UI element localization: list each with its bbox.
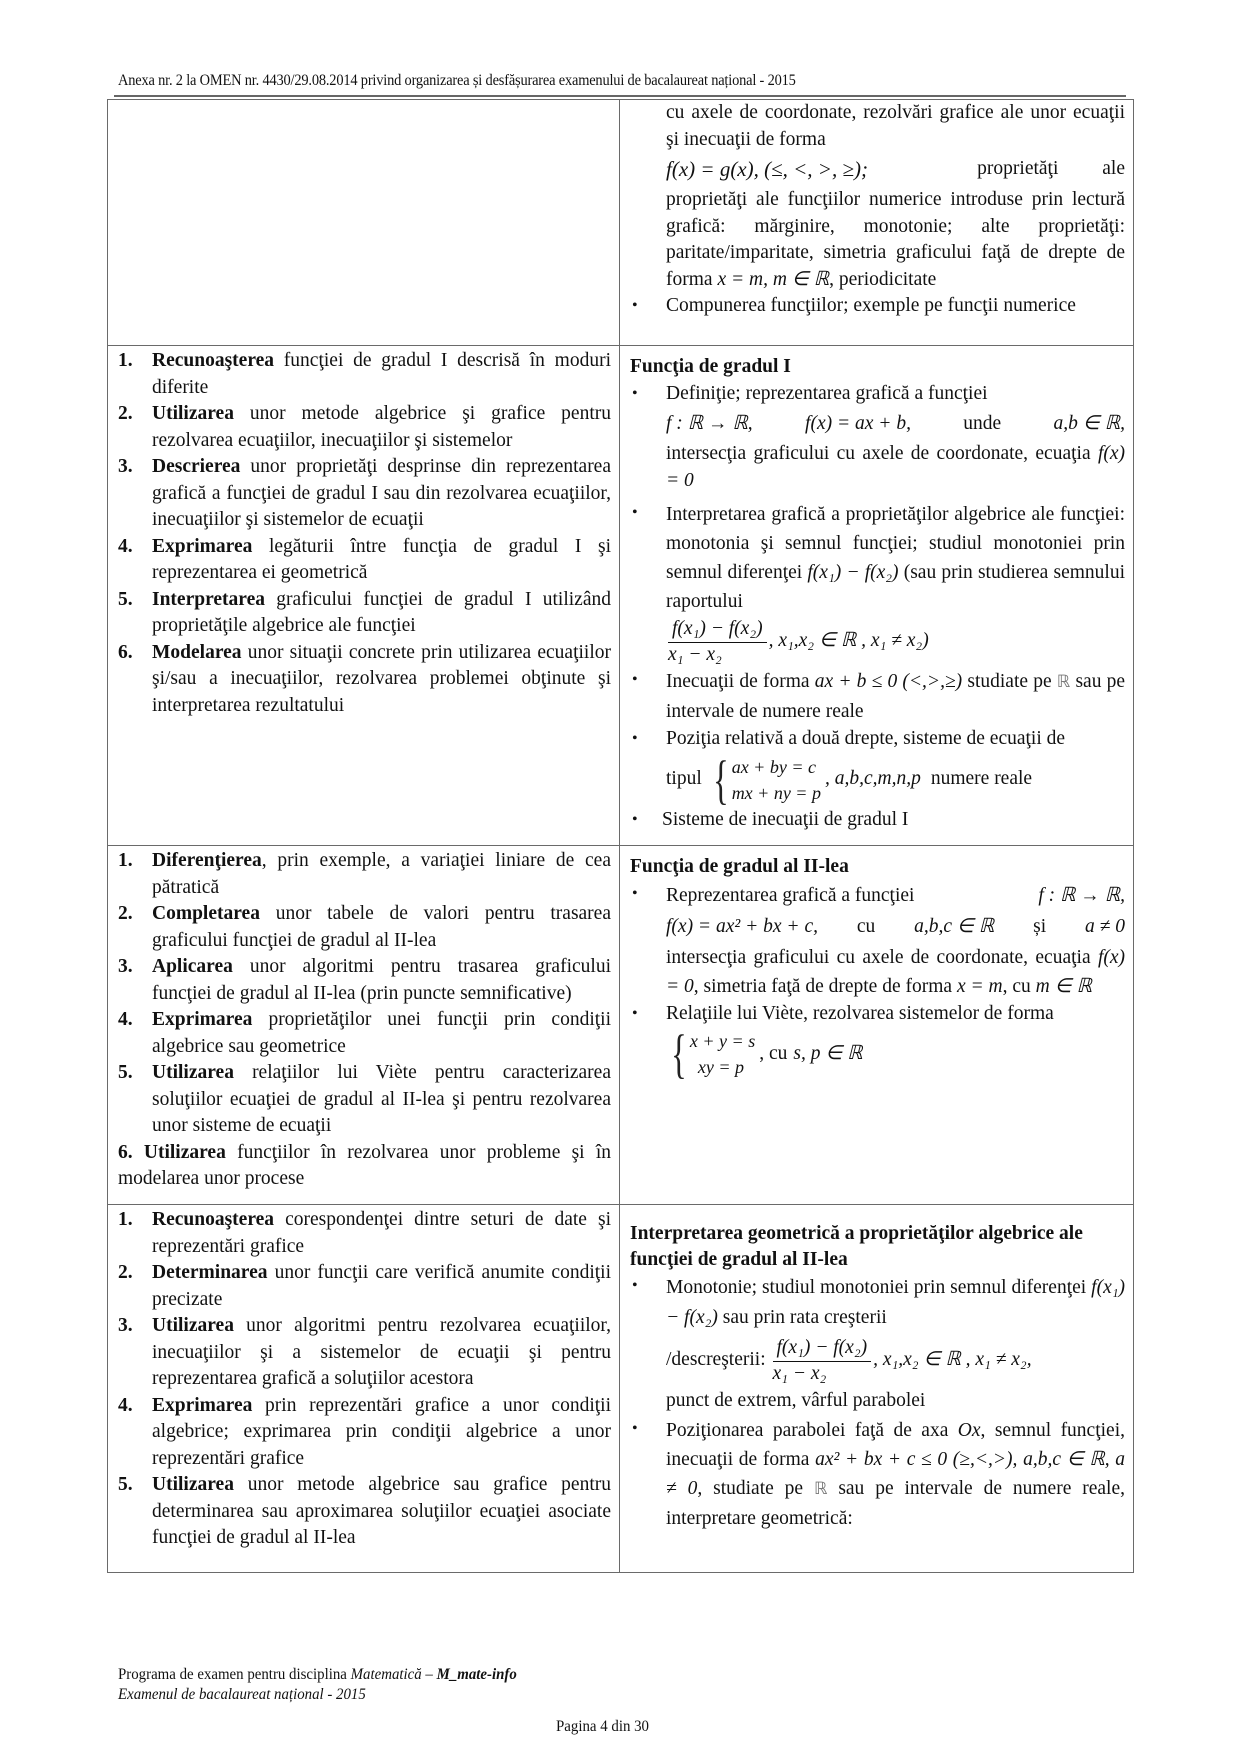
- header-rule: [114, 95, 1126, 97]
- table-row: [108, 1205, 1134, 1573]
- footer-line-2: Examenul de bacalaureat național - 2015: [118, 1686, 366, 1703]
- list-item: 5. Utilizarea unor metode algebrice sau grafice pentru determinarea sau aproximarea soluţiilor ecuaţiei asociate funcţiei de gradul al II-lea: [118, 1474, 611, 1548]
- list-item: 3. Utilizarea unor algoritmi pentru rezolvarea ecuaţiilor, inecuaţiilor şi a sistemelor de ecuaţii şi pentru reprezentarea grafică a soluţiilor acestora: [118, 1315, 611, 1389]
- brace-icon: {: [712, 749, 729, 810]
- content-cell: cu axele de coordonate, rezolvări grafice ale unor ecuaţii şi inecuaţii de forma f(x) = g(x), (≤, <, >, ≥); proprietăţi ale proprietăţi ale funcţiilor numerice introduse prin lectură grafică: mărginire, monotonie; alte proprietăţi: paritate/imparitate, simetria graficului faţă de drepte de forma x = m, m ∈ ℝ, periodicitate • Compunerea funcţiilor; exemple pe funcţii numerice: [620, 100, 1134, 346]
- bullet-icon: •: [632, 504, 638, 521]
- bullet-icon: •: [632, 384, 638, 402]
- list-item: • Poziţia relativă a două drepte, sisteme de ecuaţii de tipul { ax + by = c mx + ny = p , a,b,c,m,n,p numere reale: [632, 728, 1066, 810]
- list-item: 2. Utilizarea unor metode algebrice şi grafice pentru rezolvarea ecuaţiilor, inecuaţiilor şi sistemelor: [118, 403, 611, 451]
- fraction: $\frac{\text{f(x₁) − f(x₂)}}{\text{x₁ − x₂}}$: [668, 616, 767, 667]
- list-item: 1. Recunoaşterea funcţiei de gradul I descrisă în moduri diferite: [118, 350, 611, 398]
- formula: a,b ∈ ℝ,: [1053, 413, 1125, 434]
- content-cell: [620, 346, 1134, 846]
- table-row: [108, 346, 1134, 846]
- formula: m ∈ ℝ: [1035, 975, 1092, 997]
- list-item: 2. Determinarea unor funcţii care verifică anumite condiţii precizate: [118, 1262, 611, 1310]
- list-item: 3. Descrierea unor proprietăţi desprinse din reprezentarea grafică a funcţiei de gradul I sau din rezolvarea ecuaţiilor, inecuaţiilor şi sistemelor de ecuaţii: [118, 456, 611, 530]
- bullet-icon: •: [632, 810, 638, 828]
- competencies-cell: [108, 100, 620, 346]
- list-item: 4. Exprimarea legăturii între funcţia de gradul I şi reprezentarea ei geometrică: [118, 535, 611, 583]
- document-footer: [118, 1665, 517, 1705]
- list-item: • Compunerea funcţiilor; exemple pe funcţii numerice: [630, 293, 1125, 320]
- bullet-icon: •: [632, 884, 638, 902]
- formula: (≥,<,>), a,b,c ∈ ℝ, a ≠ 0,: [666, 1449, 1126, 1499]
- formula: f(x₁) − f(x₂): [807, 562, 899, 583]
- syllabus-table: [107, 99, 1134, 1573]
- page-number: Pagina 4 din 30: [556, 1718, 649, 1735]
- bullet-icon: •: [632, 730, 638, 747]
- formula: f(x) = 0: [666, 443, 1126, 491]
- list-item: • Poziţionarea parabolei faţă de axa Ox, semnul funcţiei, inecuaţii de forma ax² + bx + c ≤ 0 (≥,<,>), a,b,c ∈ ℝ, a ≠ 0, studiate pe ℝ sau pe intervale de numere reale, interpretare geometrică:: [630, 1416, 1125, 1533]
- competencies-cell: [108, 1205, 620, 1573]
- list-item: 3. Aplicarea unor algoritmi pentru trasarea graficului funcţiei de gradul al II-lea (prin puncte semnificative): [118, 956, 611, 1004]
- competencies-list: [118, 346, 611, 719]
- content-cell: [620, 846, 1134, 1205]
- equation-system: { x + y = s xy = p: [671, 1024, 756, 1084]
- formula: Ox: [957, 1420, 981, 1441]
- list-item: • Inecuaţii de forma ax + b ≤ 0 (<,>,≥) studiate pe ℝ sau pe intervale de numere reale: [630, 667, 1125, 726]
- section-title: Funcţia de gradul I: [630, 356, 791, 377]
- formula: x = m, m ∈ ℝ: [717, 268, 830, 290]
- section-title: Funcţia de gradul al II-lea: [630, 856, 849, 877]
- list-item: 2. Completarea unor tabele de valori pentru trasarea graficului funcţiei de gradul al II-lea: [118, 903, 611, 951]
- competencies-list: [118, 1205, 611, 1552]
- section-title: Interpretarea geometrică a proprietăţilor algebrice ale funcţiei de gradul al II-lea: [630, 1223, 1083, 1270]
- list-item: 1. Diferenţierea, prin exemple, a variaţiei liniare de cea pătratică: [118, 850, 611, 898]
- reals-symbol: ℝ: [813, 1479, 828, 1499]
- reals-symbol: ℝ: [1056, 672, 1071, 692]
- bullet-icon: •: [632, 1420, 638, 1437]
- table-row: [108, 100, 1134, 346]
- formula: f(x) = ax² + bx + c,: [666, 915, 818, 937]
- formula: x = m: [956, 975, 1003, 997]
- list-item: • Monotonie; studiul monotoniei prin semnul diferenţei f(x₁) − f(x₂) sau prin rata creşterii /descreşterii: $\frac{\text{f(x₁) − f(x₂)}}{\text{x₁ − x₂}}$ , x₁,x₂ ∈ ℝ , x₁ ≠ x₂, punct de extrem, vârful parabolei: [630, 1273, 1125, 1416]
- formula: f : ℝ → ℝ,: [1038, 884, 1125, 906]
- document-header: Anexa nr. 2 la OMEN nr. 4430/29.08.2014 privind organizarea și desfășurarea examenului de bacalaureat național - 2015: [118, 72, 796, 89]
- list-item: • Interpretarea grafică a proprietăţilor algebrice ale funcţiei: monotonia şi semnul funcţiei; studiul monotoniei prin semnul diferenţei f(x₁) − f(x₂) (sau prin studierea semnului raportului $\frac{\text{f(x₁) − f(x₂)}}{\text{x₁ − x₂}}$ , x₁,x₂ ∈ ℝ , x₁ ≠ x₂): [630, 500, 1125, 667]
- bullet-icon: •: [632, 671, 638, 688]
- formula: f(x) = ax + b,: [805, 413, 911, 434]
- list-item: 4. Exprimarea prin reprezentări grafice a unor condiţii algebrice; exprimarea prin condiţii algebrice a unor reprezentări grafice: [118, 1394, 611, 1469]
- list-item: • Relaţiile lui Viète, rezolvarea sistemelor de forma { x + y = s xy = p , cu s, p ∈ ℝ: [632, 1002, 1054, 1084]
- formula: f : ℝ → ℝ,: [666, 413, 753, 434]
- list-item: 1. Recunoaşterea corespondenţei dintre seturi de date şi reprezentări grafice: [118, 1209, 611, 1257]
- formula: f(x₁) − f(x₂): [666, 1277, 1125, 1328]
- brace-icon: {: [671, 1024, 687, 1084]
- list-item: 5. Utilizarea relaţiilor lui Viète pentru caracterizarea soluţiilor ecuaţiei de gradul al II-lea şi pentru rezolvarea unor sisteme de ecuaţii: [118, 1062, 611, 1136]
- formula: ax² + bx + c ≤ 0: [815, 1449, 948, 1470]
- list-item: 6. Modelarea unor situaţii concrete prin utilizarea ecuaţiilor şi/sau a inecuaţiilor, rezolvarea problemei obţinute şi interpretarea rezultatului: [118, 641, 611, 716]
- formula: f(x) = g(x), (≤, <, >, ≥);: [666, 157, 868, 181]
- list-item: • Sisteme de inecuaţii de gradul I: [630, 807, 1125, 834]
- list-item: • Definiţie; reprezentarea grafică a funcţiei f : ℝ → ℝ, f(x) = ax + b, unde a,b ∈ ℝ, intersecţia graficului cu axele de coordonate, ecuaţia f(x) = 0: [630, 381, 1125, 495]
- equation-system: { ax + by = c mx + ny = p: [712, 749, 821, 810]
- bullet-icon: •: [632, 1004, 638, 1022]
- bullet-icon: •: [632, 297, 638, 314]
- bullet-icon: •: [632, 1277, 638, 1294]
- list-item: 6. Utilizarea funcţiilor în rezolvarea unor probleme şi în modelarea unor procese: [118, 1141, 612, 1189]
- fraction: $\frac{\text{f(x₁) − f(x₂)}}{\text{x₁ − x₂}}$: [773, 1335, 872, 1386]
- competencies-list: [118, 846, 611, 1193]
- formula: a ≠ 0: [1085, 915, 1125, 937]
- list-item: 4. Exprimarea proprietăţilor unei funcţii prin condiţii algebrice sau geometrice: [118, 1009, 611, 1057]
- formula: a,b,c ∈ ℝ: [914, 915, 995, 937]
- table-row: [108, 846, 1134, 1205]
- competencies-cell: [108, 346, 620, 846]
- list-item: 5. Interpretarea graficului funcţiei de gradul I utilizând proprietăţile algebrice ale funcţiei: [118, 588, 611, 636]
- formula: s, p ∈ ℝ: [793, 1042, 863, 1064]
- list-item: • Reprezentarea grafică a funcţiei f : ℝ → ℝ, f(x) = ax² + bx + c, cu a,b,c ∈ ℝ și a ≠ 0 intersecţia graficului cu axele de coordonate, ecuaţia f(x) = 0, simetria faţă de drepte de forma x = m, cu m ∈ ℝ: [630, 881, 1125, 1001]
- competencies-cell: [108, 846, 620, 1205]
- formula: ax + b ≤ 0 (<,>,≥): [814, 671, 963, 692]
- footer-line-1: Programa de examen pentru disciplina Matematică – M_mate-info: [118, 1666, 517, 1683]
- formula: f(x) = 0: [666, 946, 1126, 997]
- content-cell: [620, 1205, 1134, 1573]
